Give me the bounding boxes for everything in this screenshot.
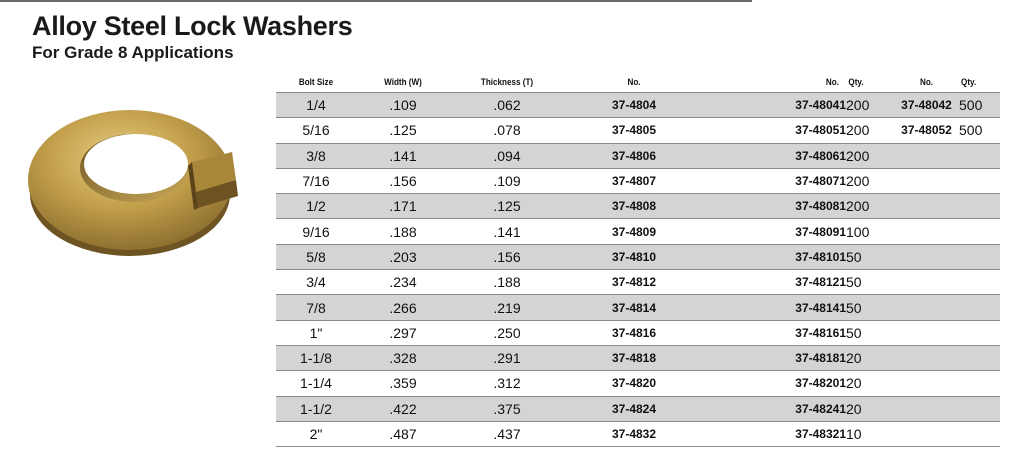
cell-qty-2: 100 — [846, 219, 894, 244]
cell-number-1: 37-4806 — [564, 143, 704, 168]
cell-qty-2: 200 — [846, 118, 894, 143]
cell-bolt-size: 1/2 — [276, 194, 356, 219]
cell-bolt-size: 9/16 — [276, 219, 356, 244]
cell-thickness: .291 — [450, 345, 564, 370]
cell-thickness: .125 — [450, 194, 564, 219]
header-qty-2: Qty. — [848, 77, 864, 87]
cell-width: .422 — [356, 396, 450, 421]
table-row — [276, 270, 1000, 295]
cell-bolt-size: 5/16 — [276, 118, 356, 143]
cell-qty-2: 200 — [846, 168, 894, 193]
cell-number-3 — [894, 194, 959, 219]
table-row — [276, 295, 1000, 320]
cell-qty-3 — [959, 320, 1000, 345]
cell-qty-3 — [959, 194, 1000, 219]
cell-number-3 — [894, 270, 959, 295]
cell-number-1: 37-4814 — [564, 295, 704, 320]
cell-number-1: 37-4812 — [564, 270, 704, 295]
cell-width: .266 — [356, 295, 450, 320]
cell-qty-3 — [959, 396, 1000, 421]
cell-qty-2: 20 — [846, 345, 894, 370]
cell-number-1: 37-4805 — [564, 118, 704, 143]
cell-qty-2: 50 — [846, 244, 894, 269]
cell-qty-3 — [959, 168, 1000, 193]
cell-bolt-size: 7/16 — [276, 168, 356, 193]
cell-qty-2: 10 — [846, 421, 894, 446]
cell-width: .188 — [356, 219, 450, 244]
header-number-1: No. — [627, 77, 641, 87]
cell-bolt-size: 1/4 — [276, 93, 356, 118]
cell-qty-3 — [959, 270, 1000, 295]
table-row — [276, 219, 1000, 244]
cell-qty-2: 200 — [846, 143, 894, 168]
cell-qty-3: 500 — [959, 118, 1000, 143]
cell-bolt-size: 1-1/2 — [276, 396, 356, 421]
cell-number-3 — [894, 143, 959, 168]
cell-number-2: 37-48051 — [704, 118, 846, 143]
cell-number-1: 37-4809 — [564, 219, 704, 244]
cell-thickness: .062 — [450, 93, 564, 118]
cell-qty-2: 20 — [846, 371, 894, 396]
cell-qty-2: 200 — [846, 93, 894, 118]
cell-qty-3 — [959, 219, 1000, 244]
cell-number-3 — [894, 371, 959, 396]
header-bolt-size: Bolt Size — [298, 77, 334, 87]
cell-thickness: .078 — [450, 118, 564, 143]
cell-number-1: 37-4808 — [564, 194, 704, 219]
page-subtitle: For Grade 8 Applications — [32, 43, 234, 62]
cell-number-3: 37-48042 — [894, 93, 959, 118]
table-row — [276, 396, 1000, 421]
cell-number-2: 37-48201 — [704, 371, 846, 396]
cell-qty-2: 50 — [846, 295, 894, 320]
cell-number-2: 37-48081 — [704, 194, 846, 219]
cell-qty-3 — [959, 421, 1000, 446]
cell-number-2: 37-48181 — [704, 345, 846, 370]
cell-number-3 — [894, 345, 959, 370]
header-number-3: No. — [919, 77, 934, 87]
washer-spec-table — [276, 72, 1000, 447]
cell-bolt-size: 1-1/4 — [276, 371, 356, 396]
cell-thickness: .312 — [450, 371, 564, 396]
cell-width: .359 — [356, 371, 450, 396]
cell-number-1: 37-4810 — [564, 244, 704, 269]
cell-qty-2: 50 — [846, 320, 894, 345]
cell-qty-3: 500 — [959, 93, 1000, 118]
cell-thickness: .109 — [450, 168, 564, 193]
cell-number-2: 37-48101 — [704, 244, 846, 269]
cell-number-2: 37-48071 — [704, 168, 846, 193]
cell-qty-3 — [959, 345, 1000, 370]
cell-number-2: 37-48041 — [704, 93, 846, 118]
cell-thickness: .375 — [450, 396, 564, 421]
cell-bolt-size: 3/8 — [276, 143, 356, 168]
cell-thickness: .250 — [450, 320, 564, 345]
cell-thickness: .156 — [450, 244, 564, 269]
cell-width: .297 — [356, 320, 450, 345]
cell-bolt-size: 5/8 — [276, 244, 356, 269]
cell-width: .203 — [356, 244, 450, 269]
cell-number-3 — [894, 168, 959, 193]
header-number-2: No. — [825, 77, 839, 87]
cell-qty-3 — [959, 295, 1000, 320]
cell-width: .109 — [356, 93, 450, 118]
table-row — [276, 320, 1000, 345]
cell-qty-3 — [959, 371, 1000, 396]
table-row — [276, 168, 1000, 193]
cell-bolt-size: 1" — [276, 320, 356, 345]
cell-number-1: 37-4824 — [564, 396, 704, 421]
cell-width: .487 — [356, 421, 450, 446]
cell-number-2: 37-48321 — [704, 421, 846, 446]
cell-qty-2: 20 — [846, 396, 894, 421]
cell-number-2: 37-48141 — [704, 295, 846, 320]
table-row — [276, 194, 1000, 219]
header-thickness: Thickness (T) — [480, 77, 534, 87]
table-row — [276, 345, 1000, 370]
top-rule — [0, 0, 752, 2]
table-row — [276, 421, 1000, 446]
cell-number-1: 37-4816 — [564, 320, 704, 345]
cell-number-3 — [894, 295, 959, 320]
table-row — [276, 118, 1000, 143]
cell-bolt-size: 7/8 — [276, 295, 356, 320]
cell-number-3 — [894, 219, 959, 244]
cell-qty-2: 200 — [846, 194, 894, 219]
cell-thickness: .437 — [450, 421, 564, 446]
cell-thickness: .219 — [450, 295, 564, 320]
cell-thickness: .188 — [450, 270, 564, 295]
cell-number-1: 37-4818 — [564, 345, 704, 370]
cell-number-1: 37-4820 — [564, 371, 704, 396]
cell-number-1: 37-4804 — [564, 93, 704, 118]
table-row — [276, 371, 1000, 396]
header-qty-3: Qty. — [961, 77, 977, 87]
cell-number-2: 37-48161 — [704, 320, 846, 345]
table-row — [276, 93, 1000, 118]
cell-width: .141 — [356, 143, 450, 168]
cell-thickness: .094 — [450, 143, 564, 168]
cell-number-2: 37-48091 — [704, 219, 846, 244]
cell-number-3 — [894, 244, 959, 269]
cell-number-3 — [894, 320, 959, 345]
table-header-row — [276, 72, 1000, 93]
cell-number-3 — [894, 421, 959, 446]
cell-number-1: 37-4832 — [564, 421, 704, 446]
table-row — [276, 244, 1000, 269]
cell-width: .234 — [356, 270, 450, 295]
cell-number-2: 37-48241 — [704, 396, 846, 421]
cell-width: .171 — [356, 194, 450, 219]
cell-width: .328 — [356, 345, 450, 370]
cell-number-2: 37-48061 — [704, 143, 846, 168]
cell-number-3: 37-48052 — [894, 118, 959, 143]
cell-thickness: .141 — [450, 219, 564, 244]
cell-qty-3 — [959, 244, 1000, 269]
cell-width: .156 — [356, 168, 450, 193]
header-width: Width (W) — [384, 77, 422, 87]
cell-number-2: 37-48121 — [704, 270, 846, 295]
cell-qty-2: 50 — [846, 270, 894, 295]
cell-bolt-size: 2" — [276, 421, 356, 446]
cell-width: .125 — [356, 118, 450, 143]
cell-bolt-size: 3/4 — [276, 270, 356, 295]
cell-number-3 — [894, 396, 959, 421]
cell-qty-3 — [959, 143, 1000, 168]
lock-washer-image — [26, 84, 242, 260]
cell-bolt-size: 1-1/8 — [276, 345, 356, 370]
cell-number-1: 37-4807 — [564, 168, 704, 193]
table-row — [276, 143, 1000, 168]
page-title: Alloy Steel Lock Washers — [32, 11, 353, 41]
